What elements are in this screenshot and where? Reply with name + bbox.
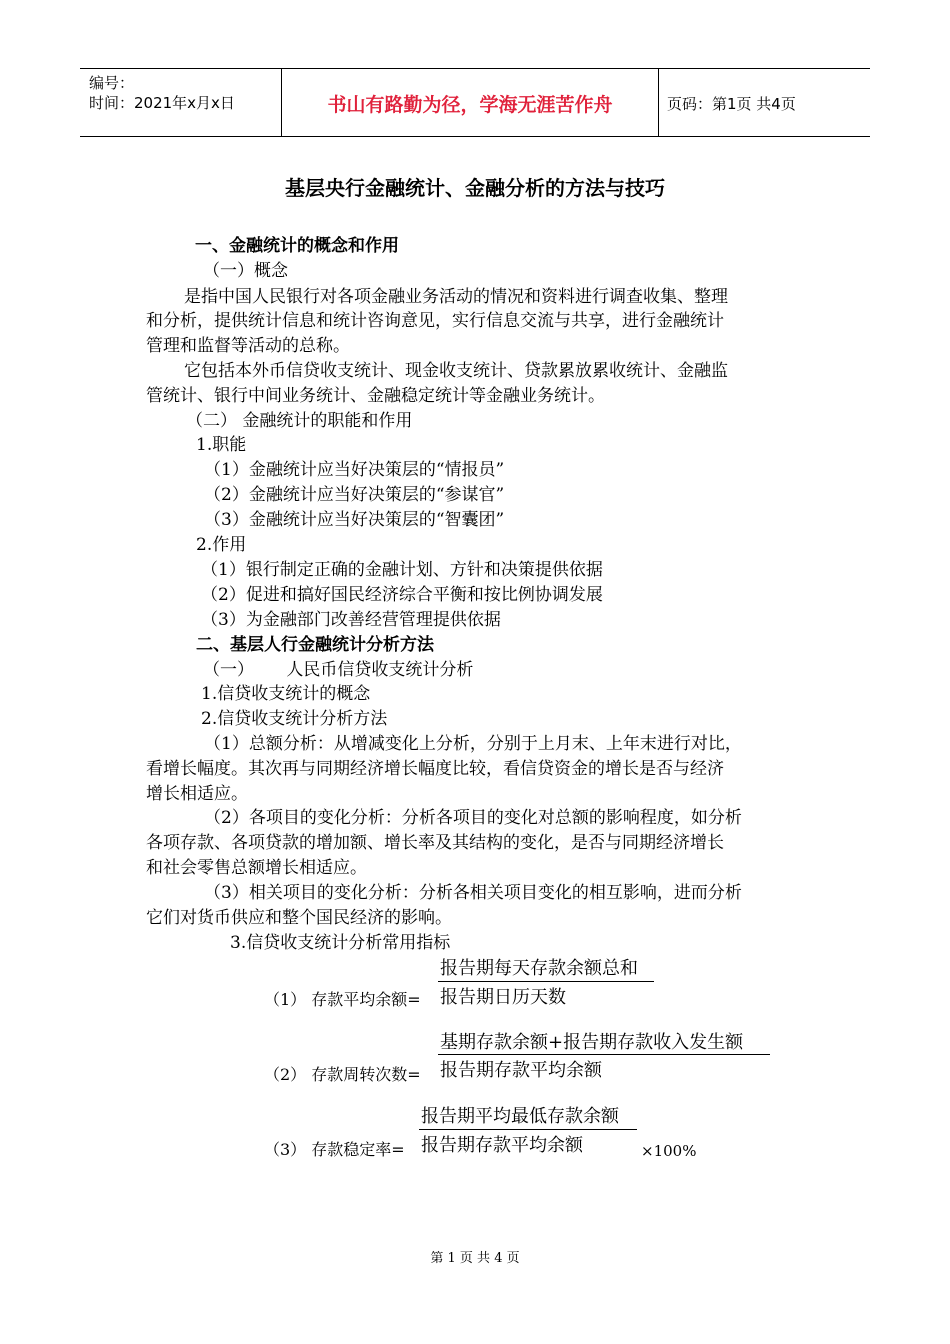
list-item: 1.信贷收支统计的概念 xyxy=(201,684,371,704)
list-item: （2）金融统计应当好决策层的“参谋官” xyxy=(204,485,505,505)
document-header xyxy=(80,68,870,137)
header-meta-cell xyxy=(80,69,281,136)
subsection-heading: （一）概念 xyxy=(203,261,288,281)
body-line: （3）相关项目的变化分析：分析各相关项目变化的相互影响，进而分析 xyxy=(204,883,742,903)
formula-1-fraction-bar xyxy=(438,981,654,982)
formula-3-fraction-bar xyxy=(419,1129,637,1130)
body-line: （1）总额分析：从增减变化上分析，分别于上月末、上年末进行对比， xyxy=(204,734,742,754)
body-line: 各项存款、各项贷款的增加额、增长率及其结构的变化，是否与同期经济增长 xyxy=(146,833,724,853)
section-heading-2: 二、基层人行金融统计分析方法 xyxy=(196,635,434,655)
subsection-heading: （一） 人民币信贷收支统计分析 xyxy=(203,660,474,680)
body-line: 它们对货币供应和整个国民经济的影响。 xyxy=(146,908,452,928)
formula-2-numerator: 基期存款余额+报告期存款收入发生额 xyxy=(440,1032,744,1053)
list-item: （2）促进和搞好国民经济综合平衡和按比例协调发展 xyxy=(201,585,603,605)
body-line: 管统计、银行中间业务统计、金融稳定统计等金融业务统计。 xyxy=(146,386,605,406)
formula-3-suffix: ×100% xyxy=(641,1142,697,1160)
header-page-cell xyxy=(658,69,870,136)
body-line: 管理和监督等活动的总称。 xyxy=(146,336,350,356)
body-line: 增长相适应。 xyxy=(146,784,248,804)
document-number-label: 编号： xyxy=(89,74,135,92)
body-line: （2）各项目的变化分析：分析各项目的变化对总额的影响程度，如分析 xyxy=(204,808,742,828)
body-line: 看增长幅度。其次再与同期经济增长幅度比较，看信贷资金的增长是否与经济 xyxy=(146,759,724,779)
subsection-heading: （二） 金融统计的职能和作用 xyxy=(186,411,413,431)
header-motto-cell xyxy=(281,69,659,136)
list-item: （1）金融统计应当好决策层的“情报员” xyxy=(204,460,505,480)
header-motto: 书山有路勤为径，学海无涯苦作舟 xyxy=(327,94,613,116)
body-line: 它包括本外币信贷收支统计、现金收支统计、贷款累放累收统计、金融监 xyxy=(184,361,728,381)
section-heading-1: 一、金融统计的概念和作用 xyxy=(195,236,399,256)
list-item: （3）为金融部门改善经营管理提供依据 xyxy=(201,610,501,630)
document-title: 基层央行金融统计、金融分析的方法与技巧 xyxy=(285,176,665,200)
formula-1-numerator: 报告期每天存款余额总和 xyxy=(440,958,638,979)
body-line: 和分析，提供统计信息和统计咨询意见，实行信息交流与共享，进行金融统计 xyxy=(146,311,724,331)
formula-3-denominator: 报告期存款平均余额 xyxy=(421,1135,583,1156)
formula-1-label: （1） 存款平均余额= xyxy=(264,990,421,1009)
body-line: 是指中国人民银行对各项金融业务活动的情况和资料进行调查收集、整理 xyxy=(184,287,728,307)
list-item: 2.作用 xyxy=(196,535,247,555)
formula-2-denominator: 报告期存款平均余额 xyxy=(440,1060,602,1081)
list-item: （1）银行制定正确的金融计划、方针和决策提供依据 xyxy=(201,560,603,580)
list-item: 1.职能 xyxy=(196,435,247,455)
list-item: （3）金融统计应当好决策层的“智囊团” xyxy=(204,510,505,530)
formula-1-denominator: 报告期日历天数 xyxy=(440,987,566,1008)
page-footer: 第 1 页 共 4 页 xyxy=(430,1251,520,1266)
document-date-label: 时间：2021年x月x日 xyxy=(89,94,235,112)
body-line: 和社会零售总额增长相适应。 xyxy=(146,858,367,878)
formula-3-label: （3） 存款稳定率= xyxy=(264,1140,405,1159)
formula-3-numerator: 报告期平均最低存款余额 xyxy=(421,1106,619,1127)
list-item: 3.信贷收支统计分析常用指标 xyxy=(230,933,451,953)
formula-2-fraction-bar xyxy=(438,1054,770,1055)
list-item: 2.信贷收支统计分析方法 xyxy=(201,709,388,729)
formula-2-label: （2） 存款周转次数= xyxy=(264,1065,421,1084)
header-page-label: 页码：第1页 共4页 xyxy=(667,95,796,113)
